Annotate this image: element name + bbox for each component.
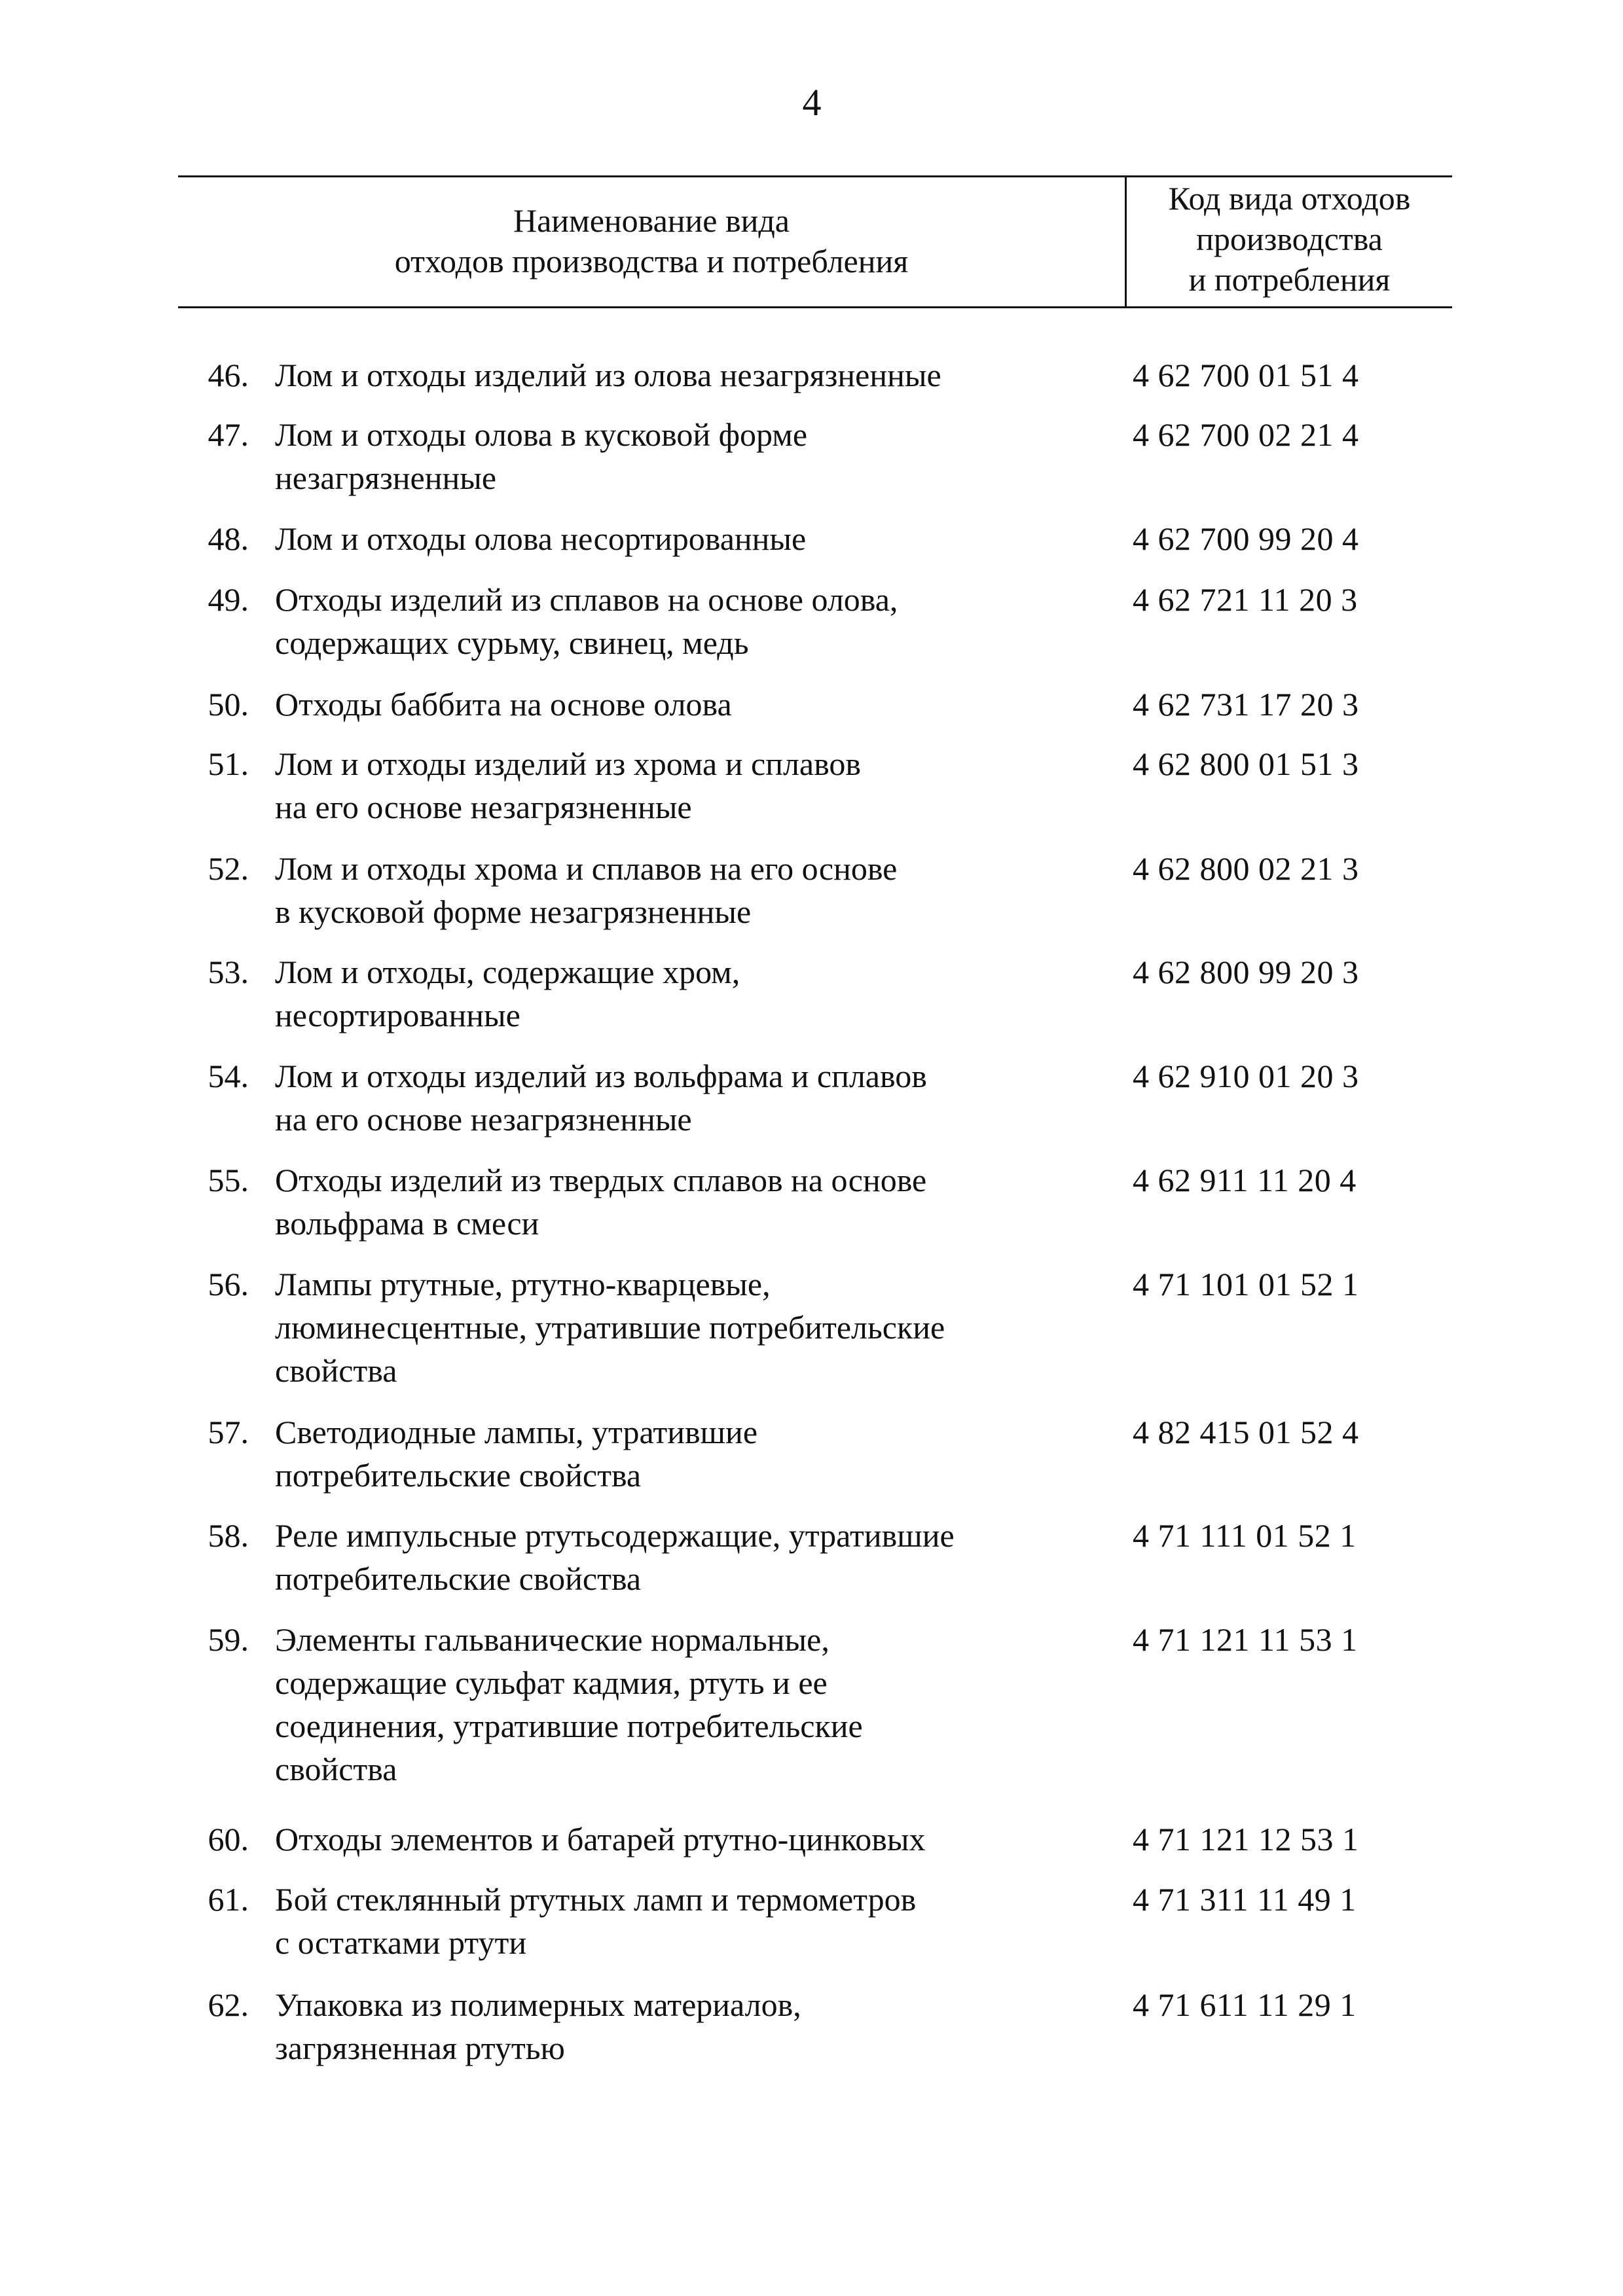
row-waste-name-line: незагрязненные — [275, 459, 497, 496]
row-waste-name-line: Бой стеклянный ртутных ламп и термометров — [275, 1881, 917, 1918]
row-number: 61. — [208, 1881, 249, 1918]
row-waste-name — [275, 517, 1093, 560]
row-waste-name-line: загрязненная ртутью — [275, 2030, 565, 2066]
row-waste-name-line: потребительские свойства — [275, 1457, 642, 1494]
row-waste-name-line: Отходы элементов и батарей ртутно-цинковых — [275, 1821, 926, 1857]
row-waste-name — [275, 1410, 1093, 1497]
row-waste-name-line: Отходы изделий из твердых сплавов на основе — [275, 1162, 927, 1198]
row-waste-name — [275, 1983, 1093, 2070]
page-number: 4 — [802, 81, 822, 124]
row-waste-name-line: Лом и отходы изделий из хрома и сплавов — [275, 745, 861, 782]
row-waste-code: 4 62 800 99 20 3 — [1133, 954, 1359, 990]
row-waste-name-line: Элементы гальванические нормальные, — [275, 1621, 830, 1658]
row-number: 55. — [208, 1162, 249, 1198]
row-waste-name-line: Лампы ртутные, ртутно-кварцевые, — [275, 1266, 771, 1302]
row-waste-code: 4 62 800 02 21 3 — [1133, 850, 1359, 887]
row-waste-name-line: свойства — [275, 1751, 397, 1787]
row-waste-name — [275, 1514, 1093, 1600]
row-number: 60. — [208, 1821, 249, 1857]
row-waste-name-line: соединения, утратившие потребительские — [275, 1708, 863, 1744]
row-waste-code: 4 71 121 11 53 1 — [1133, 1621, 1358, 1658]
row-waste-name-line: Лом и отходы олова несортированные — [275, 520, 807, 557]
row-waste-name-line: свойства — [275, 1352, 397, 1389]
row-waste-name — [275, 950, 1093, 1037]
row-waste-name — [275, 578, 1093, 664]
row-waste-name — [275, 683, 1093, 726]
row-waste-code: 4 71 611 11 29 1 — [1133, 1986, 1357, 2023]
row-waste-name-line: содержащие сульфат кадмия, ртуть и ее — [275, 1664, 828, 1701]
row-number: 56. — [208, 1266, 249, 1302]
row-waste-code: 4 71 311 11 49 1 — [1133, 1881, 1357, 1918]
row-waste-name-line: потребительские свойства — [275, 1560, 642, 1597]
row-waste-name — [275, 847, 1093, 933]
row-number: 46. — [208, 357, 249, 393]
column-header-code-line: и потребления — [1188, 261, 1391, 298]
row-number: 50. — [208, 686, 249, 723]
row-waste-name — [275, 413, 1093, 499]
row-number: 59. — [208, 1621, 249, 1658]
row-number: 52. — [208, 850, 249, 887]
row-waste-name — [275, 1618, 1093, 1791]
row-waste-code: 4 71 121 12 53 1 — [1133, 1821, 1359, 1857]
row-waste-name-line: Лом и отходы изделий из вольфрама и сплавов — [275, 1058, 927, 1094]
row-number: 57. — [208, 1414, 249, 1450]
row-waste-name — [275, 1878, 1093, 1964]
row-waste-name — [275, 1263, 1093, 1392]
row-waste-name-line: в кусковой форме незагрязненные — [275, 893, 752, 930]
row-waste-name-line: Отходы изделий из сплавов на основе олова, — [275, 581, 898, 618]
row-number: 54. — [208, 1058, 249, 1094]
row-waste-code: 4 62 910 01 20 3 — [1133, 1058, 1359, 1094]
row-waste-name-line: Лом и отходы хрома и сплавов на его основе — [275, 850, 898, 887]
row-waste-name-line: Лом и отходы, содержащие хром, — [275, 954, 740, 990]
row-number: 49. — [208, 581, 249, 618]
row-waste-name-line: Отходы баббита на основе олова — [275, 686, 732, 723]
row-waste-name-line: вольфрама в смеси — [275, 1205, 539, 1242]
row-number: 51. — [208, 745, 249, 782]
row-waste-name-line: на его основе незагрязненные — [275, 789, 692, 825]
row-waste-name-line: на его основе незагрязненные — [275, 1101, 692, 1138]
row-waste-code: 4 71 101 01 52 1 — [1133, 1266, 1359, 1302]
row-number: 47. — [208, 416, 249, 453]
column-header-code-line: Код вида отходов — [1168, 180, 1411, 217]
row-waste-name-line: Упаковка из полимерных материалов, — [275, 1986, 801, 2023]
row-waste-name-line: с остатками ртути — [275, 1924, 527, 1961]
row-waste-code: 4 71 111 01 52 1 — [1133, 1517, 1357, 1554]
row-number: 62. — [208, 1986, 249, 2023]
row-waste-code: 4 62 700 02 21 4 — [1133, 416, 1359, 453]
row-waste-code: 4 62 721 11 20 3 — [1133, 581, 1358, 618]
row-waste-code: 4 62 700 01 51 4 — [1133, 357, 1359, 393]
row-number: 53. — [208, 954, 249, 990]
row-number: 48. — [208, 520, 249, 557]
column-header-name-line: отходов производства и потребления — [394, 243, 909, 279]
row-waste-name-line: люминесцентные, утратившие потребительские — [275, 1309, 945, 1346]
row-waste-name-line: Лом и отходы олова в кусковой форме — [275, 416, 808, 453]
row-number: 58. — [208, 1517, 249, 1554]
row-waste-code: 4 62 731 17 20 3 — [1133, 686, 1359, 723]
row-waste-name — [275, 353, 1093, 397]
row-waste-name-line: несортированные — [275, 997, 520, 1033]
row-waste-name-line: Реле импульсные ртутьсодержащие, утратившие — [275, 1517, 955, 1554]
row-waste-name — [275, 1158, 1093, 1245]
row-waste-name-line: Лом и отходы изделий из олова незагрязненные — [275, 357, 941, 393]
row-waste-name-line: содержащих сурьму, свинец, медь — [275, 624, 749, 661]
row-waste-name-line: Светодиодные лампы, утратившие — [275, 1414, 758, 1450]
row-waste-code: 4 62 911 11 20 4 — [1133, 1162, 1357, 1198]
row-waste-code: 4 62 700 99 20 4 — [1133, 520, 1359, 557]
row-waste-code: 4 62 800 01 51 3 — [1133, 745, 1359, 782]
row-waste-name — [275, 742, 1093, 829]
row-waste-code: 4 82 415 01 52 4 — [1133, 1414, 1359, 1450]
column-header-code-line: производства — [1196, 221, 1383, 257]
column-header-name-line: Наименование вида — [513, 202, 790, 239]
row-waste-name — [275, 1054, 1093, 1141]
row-waste-name — [275, 1818, 1093, 1861]
